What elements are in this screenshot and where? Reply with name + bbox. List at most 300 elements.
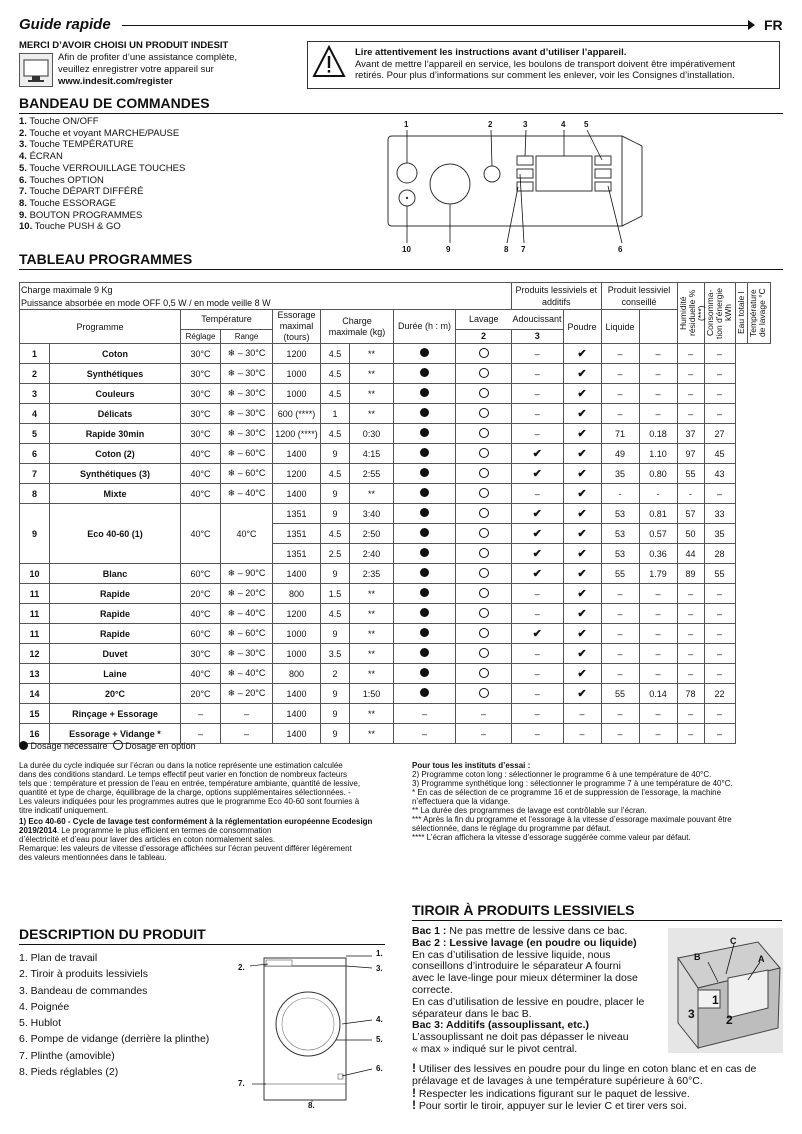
adoucissant	[456, 544, 512, 564]
duree: **	[350, 664, 394, 684]
row-number: 13	[20, 664, 50, 684]
temp-lavage: 22	[704, 684, 735, 704]
energie: –	[639, 644, 677, 664]
programs-table	[19, 282, 771, 744]
check-icon: ✔	[532, 568, 542, 580]
check-icon: ✔	[532, 508, 542, 520]
warning-line-2: retirés. Pour plus d’informations sur comment les enlever, voir les Consignes d’installation.	[355, 70, 735, 81]
poudre: –	[512, 704, 564, 724]
panel-list-item	[19, 128, 185, 140]
dot-icon	[420, 668, 429, 677]
adoucissant	[456, 524, 512, 544]
poudre: –	[512, 684, 564, 704]
check-icon: ✔	[577, 608, 587, 620]
dot-icon	[420, 428, 429, 437]
table-head-templav	[747, 283, 770, 344]
temp-lavage: –	[704, 604, 735, 624]
adoucissant	[456, 344, 512, 364]
panel-section-title: BANDEAU DE COMMANDES	[19, 95, 210, 111]
drawer-label-2: 2	[726, 1013, 733, 1027]
temp-reglage: 30°C	[181, 344, 221, 364]
thanks-line-1: Afin de profiter d’une assistance complète,	[58, 52, 238, 63]
eau: –	[677, 404, 704, 424]
energie: –	[639, 604, 677, 624]
note-line: La durée du cycle indiquée sur l’écran ou dans la notice représente une estimation calculée	[19, 761, 343, 770]
check-icon: ✔	[532, 628, 542, 640]
adoucissant	[456, 504, 512, 524]
table-head-range: Range	[221, 329, 273, 343]
note-line: tels que : température et pression de l’eau en entrée, température ambiante, quantité de lessive,	[19, 779, 361, 788]
liquide	[563, 484, 601, 504]
essorage: 1200	[273, 344, 321, 364]
essorage: 1400	[273, 564, 321, 584]
poudre: –	[512, 404, 564, 424]
row-number: 1	[20, 344, 50, 364]
ring-icon	[479, 628, 489, 638]
lavage	[394, 384, 456, 404]
charge: 9	[321, 684, 350, 704]
bac2-title: Bac 2 : Lessive lavage (en poudre ou liquide)	[412, 936, 637, 949]
liquide: –	[563, 704, 601, 724]
row-number: 15	[20, 704, 50, 724]
eau: 89	[677, 564, 704, 584]
note-line: *** Après la fin du programme et l’essorage à la vitesse d’essorage maximale pouvant être	[412, 815, 732, 824]
panel-list-number: 2.	[19, 127, 27, 139]
charge: 3.5	[321, 644, 350, 664]
essorage: 1200	[273, 464, 321, 484]
adoucissant	[456, 664, 512, 684]
table-row	[20, 584, 771, 604]
eau: 78	[677, 684, 704, 704]
program-name: Rapide 30min	[50, 424, 181, 444]
temp-lavage: 27	[704, 424, 735, 444]
temp-lavage: –	[704, 724, 735, 744]
table-row	[20, 404, 771, 424]
ring-icon	[479, 388, 489, 398]
poudre: –	[512, 484, 564, 504]
dot-icon	[420, 548, 429, 557]
panel-list-item	[19, 163, 185, 175]
temp-range: ❄ – 30°C	[221, 644, 273, 664]
humidite: –	[601, 404, 639, 424]
note-line: dans des conditions standard. Le temps effectif peut varier en fonction de nombreux facteurs	[19, 770, 348, 779]
program-name: Rapide	[50, 584, 181, 604]
duree: 1:50	[350, 684, 394, 704]
lavage	[394, 524, 456, 544]
duree: 2:35	[350, 564, 394, 584]
check-icon: ✔	[577, 408, 587, 420]
panel-label-6: 6	[618, 245, 623, 254]
row-number: 11	[20, 604, 50, 624]
adoucissant	[456, 484, 512, 504]
program-name: Coton (2)	[50, 444, 181, 464]
temp-range: ❄ – 20°C	[221, 584, 273, 604]
check-icon: ✔	[577, 348, 587, 360]
temp-lavage: –	[704, 664, 735, 684]
essorage: 1200	[273, 604, 321, 624]
program-name: Eco 40-60 (1)	[50, 504, 181, 564]
duree: **	[350, 724, 394, 744]
temp-reglage: 20°C	[181, 684, 221, 704]
ring-icon	[479, 668, 489, 678]
eau: –	[677, 624, 704, 644]
check-icon: ✔	[577, 688, 587, 700]
bac1-title: Bac 1 :	[412, 925, 447, 937]
table-head-col2: 2	[456, 329, 512, 343]
poudre: –	[512, 644, 564, 664]
language-label: FR	[764, 17, 783, 33]
check-icon: ✔	[532, 448, 542, 460]
humidite: –	[601, 704, 639, 724]
humidite: –	[601, 344, 639, 364]
description-list	[19, 950, 209, 1080]
description-item: 7. Plinthe (amovible)	[19, 1049, 115, 1062]
diagram-label-2: 2.	[238, 963, 245, 972]
lavage	[394, 664, 456, 684]
table-head-adoucissant: Adoucissant	[512, 310, 564, 330]
panel-list-number: 1.	[19, 116, 27, 127]
warning-line-1: Avant de mettre l’appareil en service, les boulons de transport doivent être impérativement	[355, 58, 736, 70]
panel-list-text: BOUTON PROGRAMMES	[26, 209, 143, 221]
charge: 4.5	[321, 604, 350, 624]
check-icon: ✔	[532, 548, 542, 560]
thanks-title: MERCI D’AVOIR CHOISI UN PRODUIT INDESIT	[19, 40, 229, 51]
washer-diagram	[232, 944, 392, 1119]
energie: –	[639, 584, 677, 604]
duree: 4:15	[350, 444, 394, 464]
essorage: 1200 (****)	[273, 424, 321, 444]
tiroir-warning-3: Pour sortir le tiroir, appuyer sur le levier C et tirer vers soi.	[416, 1100, 687, 1113]
table-head-programme: Programme	[20, 310, 181, 344]
drawer-label-b: B	[694, 952, 701, 962]
eau: –	[677, 664, 704, 684]
temp-reglage: 40°C	[181, 464, 221, 484]
charge: 4.5	[321, 424, 350, 444]
panel-list-text: Touche et voyant MARCHE/PAUSE	[26, 127, 180, 139]
warning-title: Lire attentivement les instructions avant d’utiliser l’appareil.	[355, 47, 627, 58]
table-row	[20, 624, 771, 644]
program-name: Synthétiques (3)	[50, 464, 181, 484]
liquide	[563, 424, 601, 444]
panel-list-item	[19, 221, 185, 233]
table-head-puissance: Puissance absorbée en mode OFF 0,5 W / en mode veille 8 W	[20, 296, 512, 310]
energie: –	[639, 364, 677, 384]
legend-dot-icon	[19, 741, 28, 750]
panel-list-item	[19, 175, 185, 187]
description-item: 6. Pompe de vidange (derrière la plinthe)	[19, 1033, 210, 1046]
humidite: –	[601, 664, 639, 684]
dot-icon	[420, 648, 429, 657]
energie: –	[639, 344, 677, 364]
temp-lavage: –	[704, 344, 735, 364]
dot-icon	[420, 528, 429, 537]
panel-label-2: 2	[488, 120, 493, 129]
note-line: ** La durée des programmes de lavage est contrôlable sur l’écran.	[412, 806, 647, 815]
lavage	[394, 624, 456, 644]
energie: 0.18	[639, 424, 677, 444]
ring-icon	[479, 448, 489, 458]
table-row	[20, 444, 771, 464]
temp-reglage: 30°C	[181, 404, 221, 424]
eau: 37	[677, 424, 704, 444]
poudre: –	[512, 724, 564, 744]
notes-eco	[19, 817, 394, 862]
poudre	[512, 464, 564, 484]
panel-list-item	[19, 139, 185, 151]
poudre	[512, 524, 564, 544]
control-panel-diagram	[380, 118, 650, 263]
table-row	[20, 384, 771, 404]
temp-reglage: 30°C	[181, 424, 221, 444]
energie: -	[639, 484, 677, 504]
table-head-conso-text: Consomma- tion d’énergie kWh	[704, 287, 733, 339]
description-item: 4. Poignée	[19, 1000, 70, 1013]
temp-range: ❄ – 60°C	[221, 624, 273, 644]
dot-icon	[420, 448, 429, 457]
duree: **	[350, 624, 394, 644]
ring-icon	[479, 528, 489, 538]
lavage: –	[394, 704, 456, 724]
poudre: –	[512, 664, 564, 684]
note-line: titre indicatif uniquement.	[19, 806, 108, 815]
adoucissant	[456, 564, 512, 584]
energie: –	[639, 704, 677, 724]
energie: 0.36	[639, 544, 677, 564]
panel-section-rule	[19, 113, 783, 114]
description-item: 2. Tiroir à produits lessiviels	[19, 968, 148, 981]
table-head-duree: Durée (h : m)	[394, 310, 456, 344]
essorage: 1400	[273, 724, 321, 744]
charge: 9	[321, 564, 350, 584]
drawer-label-a: A	[758, 954, 765, 964]
row-number: 11	[20, 584, 50, 604]
energie: –	[639, 624, 677, 644]
duree: **	[350, 704, 394, 724]
notes-left	[19, 761, 389, 815]
program-name: Délicats	[50, 404, 181, 424]
humidite: –	[601, 644, 639, 664]
liquide	[563, 684, 601, 704]
humidite: 71	[601, 424, 639, 444]
drawer-label-1: 1	[712, 993, 719, 1007]
program-name: Synthétiques	[50, 364, 181, 384]
ring-icon	[479, 648, 489, 658]
charge: 9	[321, 444, 350, 464]
temp-range: ❄ – 30°C	[221, 404, 273, 424]
essorage: 800	[273, 664, 321, 684]
panel-list-number: 5.	[19, 162, 27, 174]
note-line: 3) Programme synthétique long : sélectionner le programme 7 à une température de 40°C.	[412, 779, 733, 788]
charge: 4.5	[321, 364, 350, 384]
poudre: –	[512, 584, 564, 604]
table-head-poudre: Poudre	[563, 310, 601, 344]
temp-range: –	[221, 704, 273, 724]
program-name: Duvet	[50, 644, 181, 664]
temp-reglage: –	[181, 724, 221, 744]
duree: **	[350, 364, 394, 384]
check-icon: ✔	[577, 548, 587, 560]
row-number: 6	[20, 444, 50, 464]
table-rows-a	[20, 344, 771, 504]
humidite: 55	[601, 564, 639, 584]
table-row	[20, 344, 771, 364]
check-icon: ✔	[577, 668, 587, 680]
panel-list-number: 3.	[19, 139, 27, 151]
humidite: -	[601, 484, 639, 504]
ring-icon	[479, 428, 489, 438]
eau: 97	[677, 444, 704, 464]
eau: 50	[677, 524, 704, 544]
panel-list-text: ÉCRAN	[26, 151, 63, 163]
program-name: Blanc	[50, 564, 181, 584]
humidite: –	[601, 724, 639, 744]
row-number: 10	[20, 564, 50, 584]
poudre: –	[512, 384, 564, 404]
monitor-icon	[19, 53, 53, 87]
temp-reglage: 40°C	[181, 664, 221, 684]
temp-range: ❄ – 40°C	[221, 484, 273, 504]
poudre	[512, 624, 564, 644]
adoucissant	[456, 604, 512, 624]
table-section-title: TABLEAU PROGRAMMES	[19, 251, 193, 267]
table-head-chargemax: Charge maximale (kg)	[321, 310, 394, 344]
table-section-rule	[19, 269, 783, 270]
temp-reglage: 40°C	[181, 484, 221, 504]
energie: 0.80	[639, 464, 677, 484]
panel-list-item	[19, 198, 185, 210]
diagram-label-5: 5.	[376, 1035, 383, 1044]
humidite: 53	[601, 544, 639, 564]
notes-right-title: Pour tous les instituts d’essai :	[412, 761, 531, 770]
charge: 4.5	[321, 524, 350, 544]
temp-reglage: 60°C	[181, 564, 221, 584]
energie: 0.57	[639, 524, 677, 544]
essorage: 1351	[273, 504, 321, 524]
check-icon: ✔	[577, 528, 587, 540]
row-number: 11	[20, 624, 50, 644]
description-item: 8. Pieds réglables (2)	[19, 1066, 119, 1079]
table-head-produit: Produit lessiviel conseillé	[601, 283, 677, 310]
temp-lavage: –	[704, 704, 735, 724]
ring-icon	[479, 408, 489, 418]
duree: **	[350, 604, 394, 624]
essorage: 1000	[273, 644, 321, 664]
table-rows-b	[20, 564, 771, 744]
note-line: n’effectuera que la vidange.	[412, 797, 511, 806]
register-link[interactable]: www.indesit.com/register	[58, 76, 173, 87]
row-number: 2	[20, 364, 50, 384]
row-number: 8	[20, 484, 50, 504]
humidite: 55	[601, 684, 639, 704]
duree: 2:50	[350, 524, 394, 544]
eau: -	[677, 484, 704, 504]
panel-label-1: 1	[404, 120, 409, 129]
poudre: –	[512, 604, 564, 624]
humidite: –	[601, 584, 639, 604]
essorage: 1400	[273, 704, 321, 724]
dot-icon	[420, 608, 429, 617]
ring-icon	[479, 508, 489, 518]
energie: 1.79	[639, 564, 677, 584]
program-name: 20°C	[50, 684, 181, 704]
essorage: 1400	[273, 444, 321, 464]
humidite: –	[601, 604, 639, 624]
row-number: 12	[20, 644, 50, 664]
temp-lavage: 28	[704, 544, 735, 564]
panel-list-number: 9.	[19, 209, 27, 221]
bac3-line-b: « max » indiqué sur le pivot central.	[412, 1042, 578, 1055]
bac2-line-f: séparateur dans le bac B.	[412, 1007, 532, 1020]
check-icon: ✔	[577, 508, 587, 520]
liquide	[563, 364, 601, 384]
temp-reglage: 40°C	[181, 444, 221, 464]
liquide	[563, 464, 601, 484]
table-head-temperature: Température	[181, 310, 273, 330]
note-line: **** L’écran affichera la vitesse d’essorage suggérée comme valeur par défaut.	[412, 833, 691, 842]
temp-reglage: 40°C	[181, 604, 221, 624]
check-icon: ✔	[577, 468, 587, 480]
panel-label-7: 7	[521, 245, 526, 254]
ring-icon	[479, 688, 489, 698]
table-head-eau	[735, 283, 747, 344]
table-rows-eco	[20, 504, 771, 564]
lavage	[394, 644, 456, 664]
diagram-label-7: 7.	[238, 1079, 245, 1088]
dot-icon	[420, 348, 429, 357]
row-number: 9	[20, 504, 50, 564]
warning-triangle-icon	[312, 45, 346, 84]
duree: **	[350, 384, 394, 404]
charge: 9	[321, 724, 350, 744]
temp-range: ❄ – 20°C	[221, 684, 273, 704]
essorage: 600 (****)	[273, 404, 321, 424]
table-row	[20, 464, 771, 484]
duree: **	[350, 344, 394, 364]
panel-list-number: 7.	[19, 186, 27, 198]
panel-list-text: Touche TEMPÉRATURE	[26, 139, 134, 151]
adoucissant	[456, 384, 512, 404]
energie: –	[639, 724, 677, 744]
adoucissant	[456, 624, 512, 644]
charge: 4.5	[321, 384, 350, 404]
tiroir-warnings	[412, 1063, 797, 1113]
legend-dot-text: Dosage nécessaire	[30, 741, 108, 751]
description-item: 5. Hublot	[19, 1017, 62, 1030]
table-head-reglage: Réglage	[181, 329, 221, 343]
check-icon: ✔	[532, 468, 542, 480]
temp-range: ❄ – 90°C	[221, 564, 273, 584]
dot-icon	[420, 588, 429, 597]
panel-list-item	[19, 151, 185, 163]
ring-icon	[479, 348, 489, 358]
eau: –	[677, 584, 704, 604]
table-head-conso	[704, 283, 735, 344]
legend-ring-text: Dosage en option	[125, 741, 196, 751]
legend-ring-icon	[113, 740, 123, 750]
ring-icon	[479, 588, 489, 598]
panel-label-4: 4	[561, 120, 566, 129]
lavage	[394, 444, 456, 464]
poudre: –	[512, 424, 564, 444]
essorage: 1000	[273, 624, 321, 644]
essorage: 800	[273, 584, 321, 604]
check-icon: ✔	[532, 528, 542, 540]
adoucissant	[456, 444, 512, 464]
poudre	[512, 504, 564, 524]
adoucissant	[456, 464, 512, 484]
humidite: 53	[601, 524, 639, 544]
row-number: 7	[20, 464, 50, 484]
